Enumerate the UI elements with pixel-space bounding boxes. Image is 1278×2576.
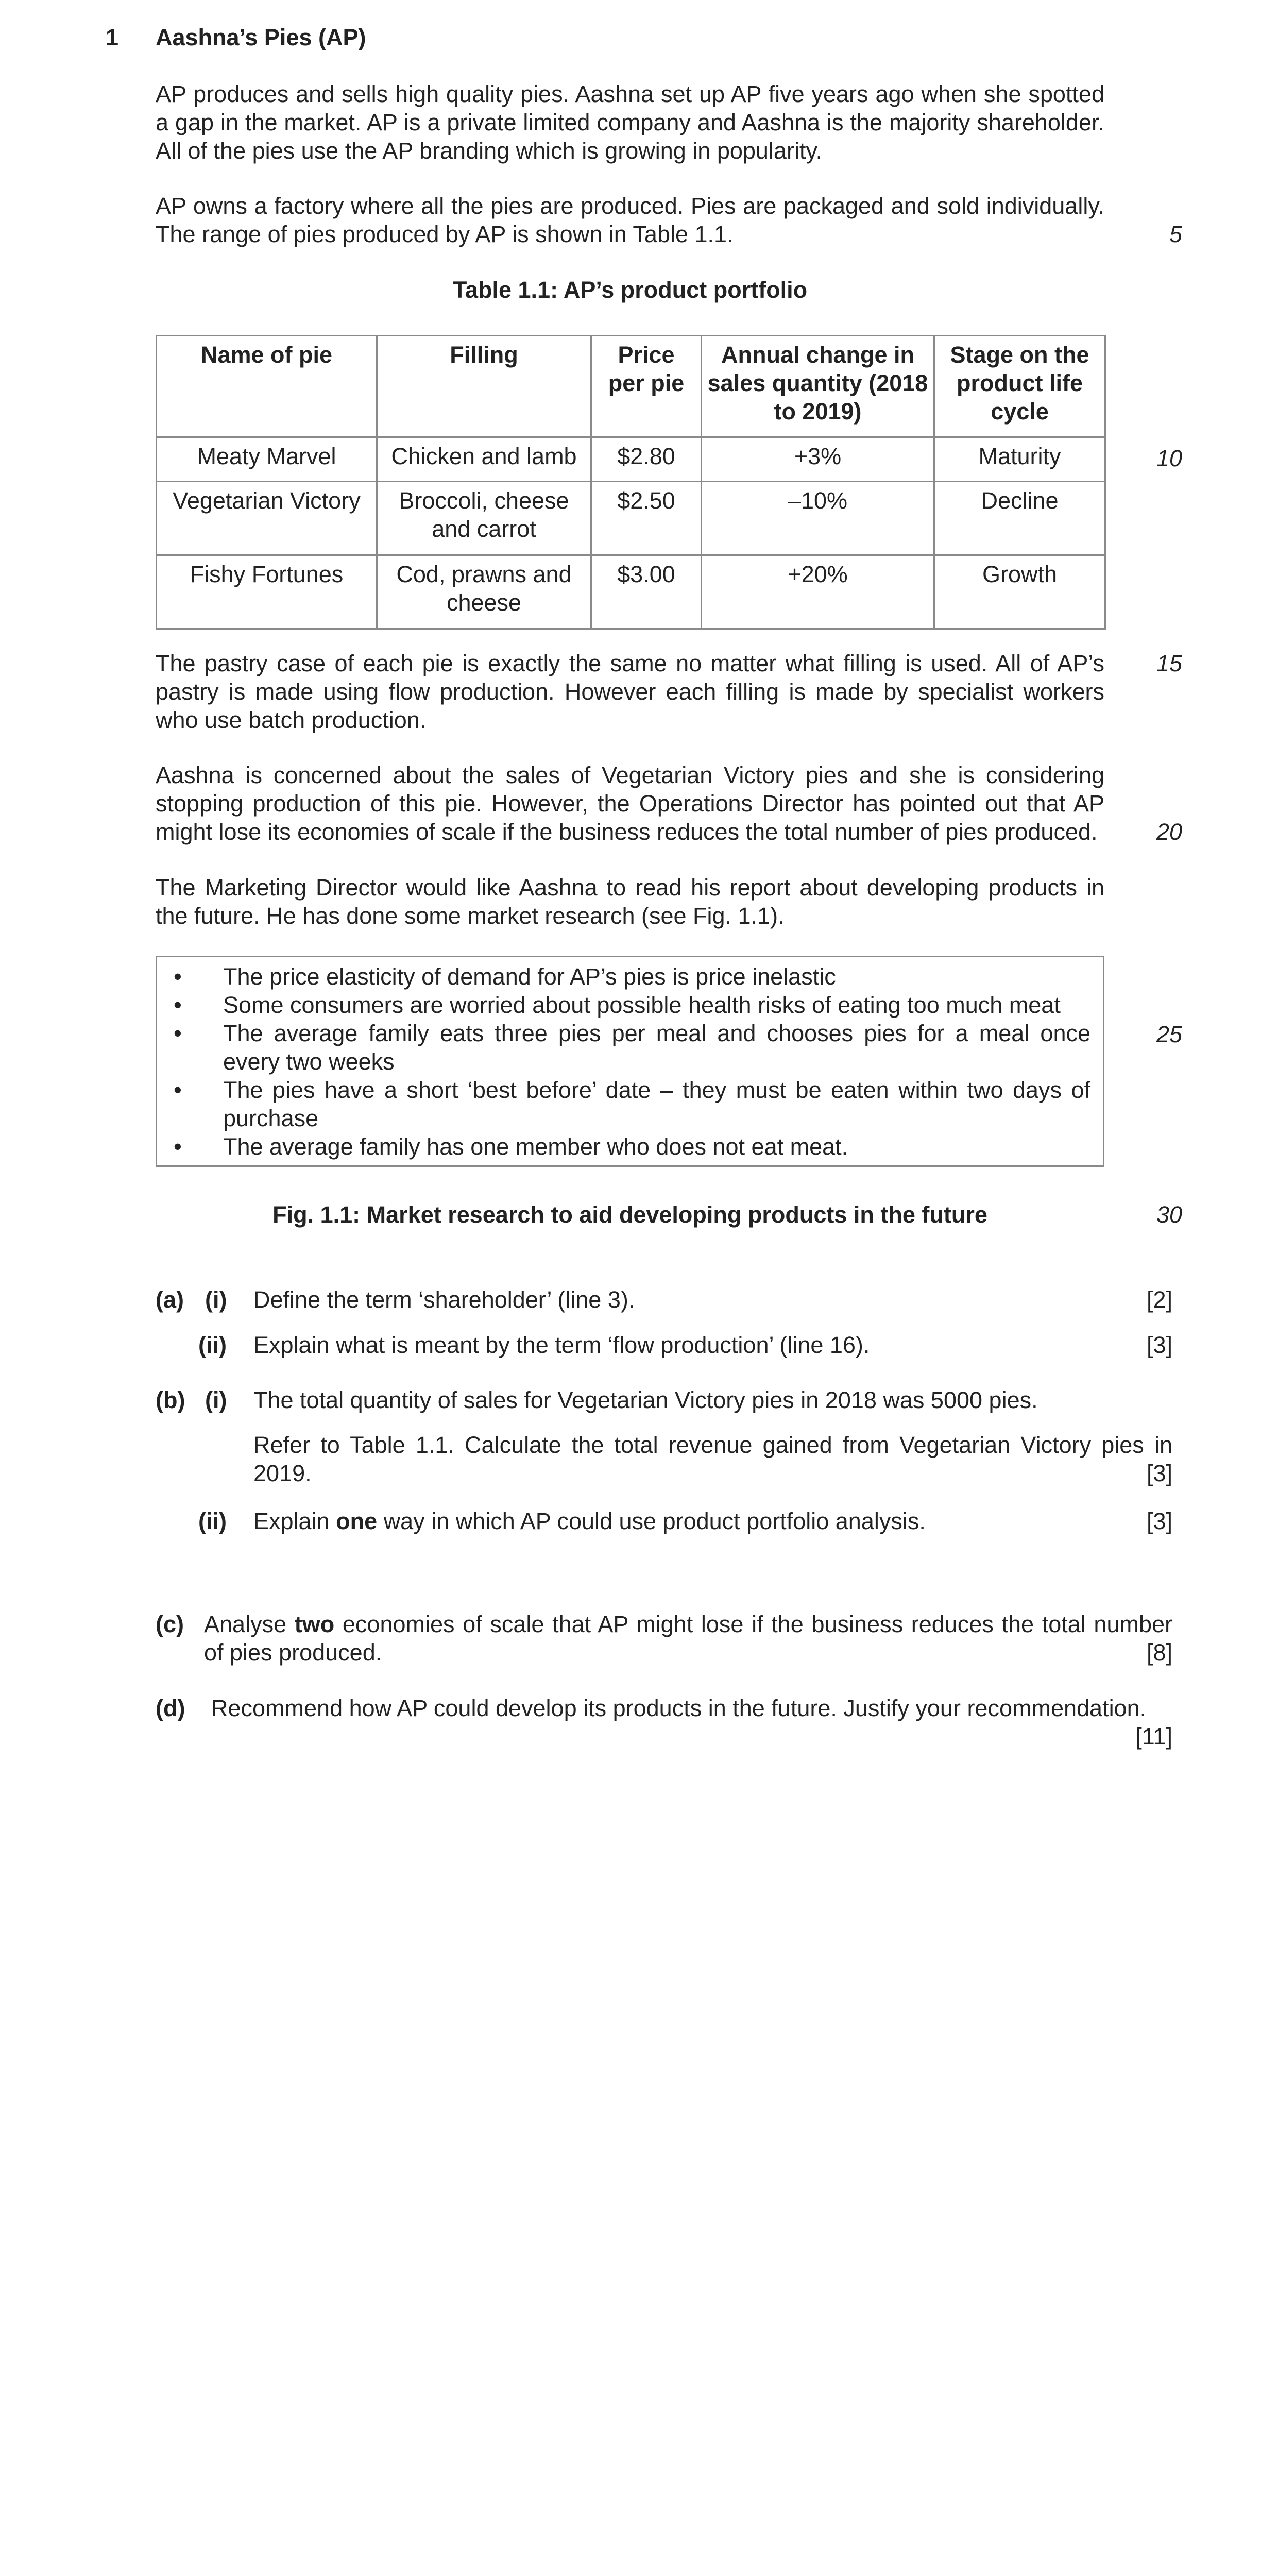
line-number: 20 (1156, 819, 1182, 845)
product-portfolio-table (156, 335, 1106, 630)
cell-price: $2.80 (591, 437, 702, 482)
list-item (169, 1132, 1090, 1161)
part-c-text-post: economies of scale that AP might lose if the business reduces the total number of pies produced. (204, 1611, 1179, 1666)
case-paragraph-5: The Marketing Director would like Aashna to read his report about developing products in the future. He has done some market research (see Fig. 1.1). (156, 874, 1104, 929)
bullet-icon: • (174, 1077, 182, 1103)
case-paragraph-3: The pastry case of each pie is exactly the same no matter what filling is used. All of AP’s pastry is made using flow production. However each filling is made by specialist workers who use batch production. (156, 650, 1104, 733)
line-number: 15 (1156, 650, 1182, 676)
part-a-label: (a) (156, 1286, 184, 1313)
part-a-i-label: (i) (205, 1286, 227, 1313)
bullet-icon: • (174, 963, 182, 990)
bullet-icon: • (174, 992, 182, 1018)
line-number: 30 (1156, 1201, 1182, 1228)
list-item (169, 962, 1090, 991)
part-b-i-mark: [3] (1146, 1460, 1172, 1486)
bullet-icon: • (174, 1020, 182, 1046)
header-name-of-pie: Name of pie (157, 336, 377, 437)
bullet-text: Some consumers are worried about possible health risks of eating too much meat (223, 992, 1061, 1018)
bullet-text: The pies have a short ‘best before’ date – they must be eaten within two days of purchase (223, 1077, 1090, 1131)
cell-annual-change: +3% (702, 437, 934, 482)
table-row (157, 555, 1105, 629)
header-price: Price per pie (591, 336, 702, 437)
part-b-label: (b) (156, 1387, 185, 1413)
part-a-i-text: Define the term ‘shareholder’ (line 3). (253, 1286, 635, 1313)
part-d-label: (d) (156, 1695, 185, 1721)
part-d-text: Recommend how AP could develop its products in the future. Justify your recommendation. (211, 1695, 1147, 1721)
header-life-cycle-stage: Stage on the product life cycle (934, 336, 1105, 437)
part-a-ii-text: Explain what is meant by the term ‘flow production’ (line 16). (253, 1332, 870, 1358)
figure-caption: Fig. 1.1: Market research to aid developing products in the future (272, 1201, 987, 1228)
table-header-row (157, 336, 1105, 437)
table-row (157, 482, 1105, 555)
part-b-ii-text-bold: one (336, 1508, 378, 1534)
list-item (169, 1076, 1090, 1132)
table-row (157, 437, 1105, 482)
part-c-text (204, 1610, 1179, 1667)
cell-price: $2.50 (591, 482, 702, 555)
line-number: 10 (1156, 445, 1182, 471)
line-number: 5 (1169, 221, 1182, 247)
question-title: Aashna’s Pies (AP) (156, 24, 366, 50)
list-item (169, 1019, 1090, 1076)
cell-pie-name: Fishy Fortunes (157, 555, 377, 629)
bullet-text: The average family has one member who does not eat meat. (223, 1133, 848, 1160)
table-caption: Table 1.1: AP’s product portfolio (452, 277, 808, 303)
cell-filling: Broccoli, cheese and carrot (377, 482, 591, 555)
part-b-i-label: (i) (205, 1387, 227, 1413)
part-c-mark: [8] (1146, 1639, 1172, 1666)
cell-stage: Decline (934, 482, 1105, 555)
header-filling: Filling (377, 336, 591, 437)
bullet-text: The price elasticity of demand for AP’s pies is price inelastic (223, 963, 836, 990)
part-a-ii-label: (ii) (198, 1332, 227, 1358)
part-b-ii-text (253, 1507, 926, 1535)
list-item (169, 991, 1090, 1019)
cell-price: $3.00 (591, 555, 702, 629)
cell-stage: Growth (934, 555, 1105, 629)
part-b-i-calc-text: Refer to Table 1.1. Calculate the total revenue gained from Vegetarian Victory pies in 2019. (253, 1432, 1172, 1486)
line-number: 25 (1156, 1021, 1182, 1047)
question-number: 1 (106, 24, 119, 50)
part-b-i-text: The total quantity of sales for Vegetarian Victory pies in 2018 was 5000 pies. (253, 1387, 1038, 1413)
part-b-i-text-2 (253, 1431, 1172, 1487)
bullet-icon: • (174, 1133, 182, 1160)
part-a-ii-mark: [3] (1146, 1332, 1172, 1358)
part-a-i-mark: [2] (1146, 1286, 1172, 1313)
part-c-label: (c) (156, 1611, 184, 1637)
case-paragraph-1: AP produces and sells high quality pies. Aashna set up AP five years ago when she spotted a gap in the market. AP is a private limited company and Aashna is the majority shareholder. All of the pies use the AP branding which is growing in popularity. (156, 81, 1104, 164)
part-b-ii-label: (ii) (198, 1508, 227, 1534)
cell-pie-name: Meaty Marvel (157, 437, 377, 482)
cell-filling: Chicken and lamb (377, 437, 591, 482)
part-b-ii-mark: [3] (1146, 1508, 1172, 1534)
case-paragraph-2: AP owns a factory where all the pies are produced. Pies are packaged and sold individually. The range of pies produced by AP is shown in Table 1.1. (156, 193, 1104, 247)
market-research-box (156, 956, 1104, 1167)
part-b-ii-text-post: way in which AP could use product portfolio analysis. (377, 1508, 926, 1534)
cell-pie-name: Vegetarian Victory (157, 482, 377, 555)
cell-annual-change: –10% (702, 482, 934, 555)
part-d-mark: [11] (1135, 1723, 1172, 1750)
part-b-ii-text-pre: Explain (253, 1508, 336, 1534)
part-c-text-pre: Analyse (204, 1611, 295, 1637)
cell-annual-change: +20% (702, 555, 934, 629)
cell-stage: Maturity (934, 437, 1105, 482)
header-annual-change: Annual change in sales quantity (2018 to 2019) (702, 336, 934, 437)
part-c-text-bold: two (294, 1611, 335, 1637)
case-paragraph-4: Aashna is concerned about the sales of Vegetarian Victory pies and she is considering stopping production of this pie. However, the Operations Director has pointed out that AP might lose its economies of scale if the business reduces the total number of pies produced. (156, 762, 1104, 845)
cell-filling: Cod, prawns and cheese (377, 555, 591, 629)
bullet-text: The average family eats three pies per meal and chooses pies for a meal once every two weeks (223, 1020, 1090, 1075)
